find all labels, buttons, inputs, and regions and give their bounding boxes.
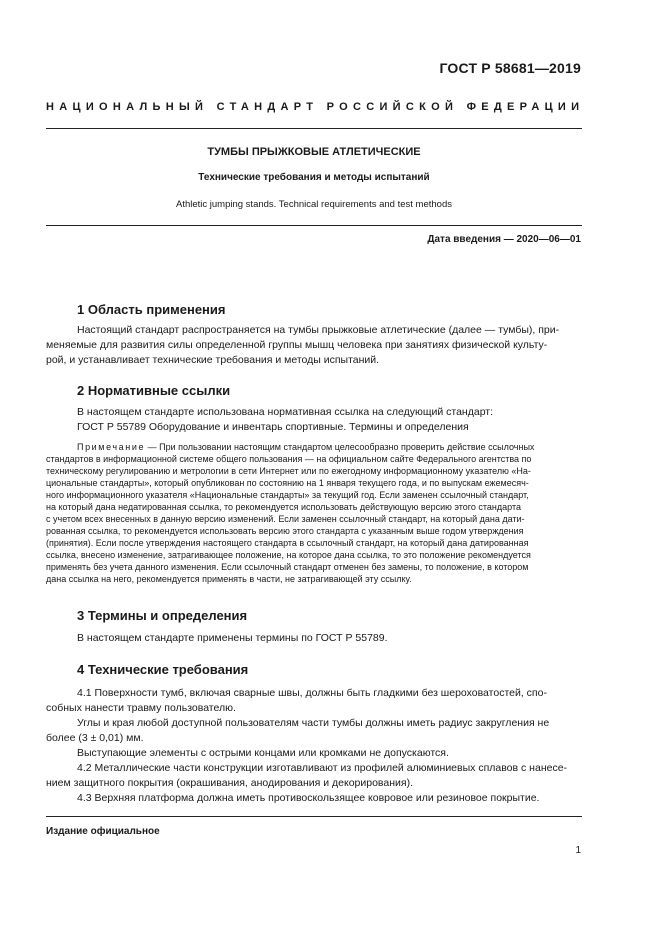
section-4-body: [46, 686, 582, 806]
official-edition-label: Издание официальное: [46, 826, 160, 837]
section-3-body: [46, 631, 582, 646]
text-line: 4.1 Поверхности тумб, включая сварные швы, должны быть гладкими без шероховатостей, спо-: [77, 687, 547, 699]
text-line: Углы и края любой доступной пользователям части тумбы должны иметь радиус закругления не: [77, 717, 550, 729]
page-number: 1: [575, 845, 581, 856]
text-line: Выступающие элементы с острыми концами или кромками не допускаются.: [77, 747, 449, 759]
text-line: дана ссылка на него, рекомендуется применять в части, не затрагивающей эту ссылку.: [46, 574, 412, 584]
text-line: собных нанести травму пользователю.: [46, 702, 236, 714]
text-line: более (3 ± 0,01) мм.: [46, 732, 144, 744]
text-line: техническому регулированию и метрологии в сети Интернет или по ежегодному информационному указателю «На-: [46, 466, 531, 476]
text-line: циональные стандарты», который опубликован по состоянию на 1 января текущего года, и по выпускам ежемесяч-: [46, 478, 529, 488]
title-divider: [46, 225, 582, 226]
text-line: меняемые для развития силы определенной группы мышц человека при занятиях физической культу-: [46, 339, 548, 351]
effective-date: Дата введения — 2020—06—01: [427, 234, 581, 245]
text-line: с учетом всех внесенных в данную версию изменений. Если заменен ссылочный стандарт, на который дана дати-: [46, 514, 525, 524]
document-title: ТУМБЫ ПРЫЖКОВЫЕ АТЛЕТИЧЕСКИЕ: [207, 146, 421, 158]
section-2-body: [46, 405, 582, 435]
english-title: Athletic jumping stands. Technical requirements and test methods: [175, 199, 452, 210]
text-line: рой, и устанавливает технические требования и методы испытаний.: [46, 354, 380, 366]
section-4-heading: 4 Технические требования: [77, 662, 249, 677]
text-line: применять без учета данного изменения. Если ссылочный стандарт отменен без замены, то положение, в котором: [46, 562, 529, 572]
document-subtitle: Технические требования и методы испытаний: [198, 172, 430, 183]
text-line: 4.2 Металлические части конструкции изготавливают из профилей алюминиевых сплавов с нанесе-: [77, 762, 568, 774]
text-line: рованная ссылка, то рекомендуется использовать версию этого стандарта с указанным выше годом утверждения: [46, 526, 524, 536]
text-line: Настоящий стандарт распространяется на тумбы прыжковые атлетические (далее — тумбы), при-: [77, 324, 560, 336]
note-label: Примечание: [77, 442, 146, 452]
text-line: ГОСТ Р 55789 Оборудование и инвентарь спортивные. Термины и определения: [77, 421, 469, 433]
section-2-note: [46, 441, 582, 585]
section-1-heading: 1 Область применения: [77, 302, 226, 317]
national-standard-banner: НАЦИОНАЛЬНЫЙ СТАНДАРТ РОССИЙСКОЙ ФЕДЕРАЦИИ: [46, 101, 585, 113]
footer-divider: [46, 816, 582, 817]
top-divider: [46, 128, 582, 129]
section-3-heading: 3 Термины и определения: [77, 608, 248, 623]
text-line: ссылка, внесено изменение, затрагивающее положение, на которое дана ссылка, то это положение рекомендуется: [46, 550, 531, 560]
text-line: В настоящем стандарте использована нормативная ссылка на следующий стандарт:: [77, 406, 494, 418]
text-line: нием защитного покрытия (окрашивания, анодирования и декорирования).: [46, 777, 413, 789]
section-2-heading: 2 Нормативные ссылки: [77, 383, 231, 398]
text-line: — При пользовании настоящим стандартом целесообразно проверить действие ссылочных: [145, 442, 535, 452]
text-line: ного информационного указателя «Национальные стандарты» за текущий год. Если заменен ссылочный стандарт,: [46, 490, 529, 500]
text-line: на который дана недатированная ссылка, то рекомендуется использовать действующую версию этого стандарта: [46, 502, 521, 512]
text-line: (принятия). Если после утверждения настоящего стандарта в ссылочный стандарт, на который дана датированная: [46, 538, 529, 548]
standard-number: ГОСТ Р 58681—2019: [439, 60, 581, 76]
section-1-body: [46, 323, 582, 368]
text-line: 4.3 Верхняя платформа должна иметь противоскользящее ковровое или резиновое покрытие.: [77, 792, 540, 804]
text-line: В настоящем стандарте применены термины по ГОСТ Р 55789.: [77, 632, 388, 644]
text-line: стандартов в информационной системе общего пользования — на официальном сайте Федерального агентства по: [46, 454, 532, 464]
